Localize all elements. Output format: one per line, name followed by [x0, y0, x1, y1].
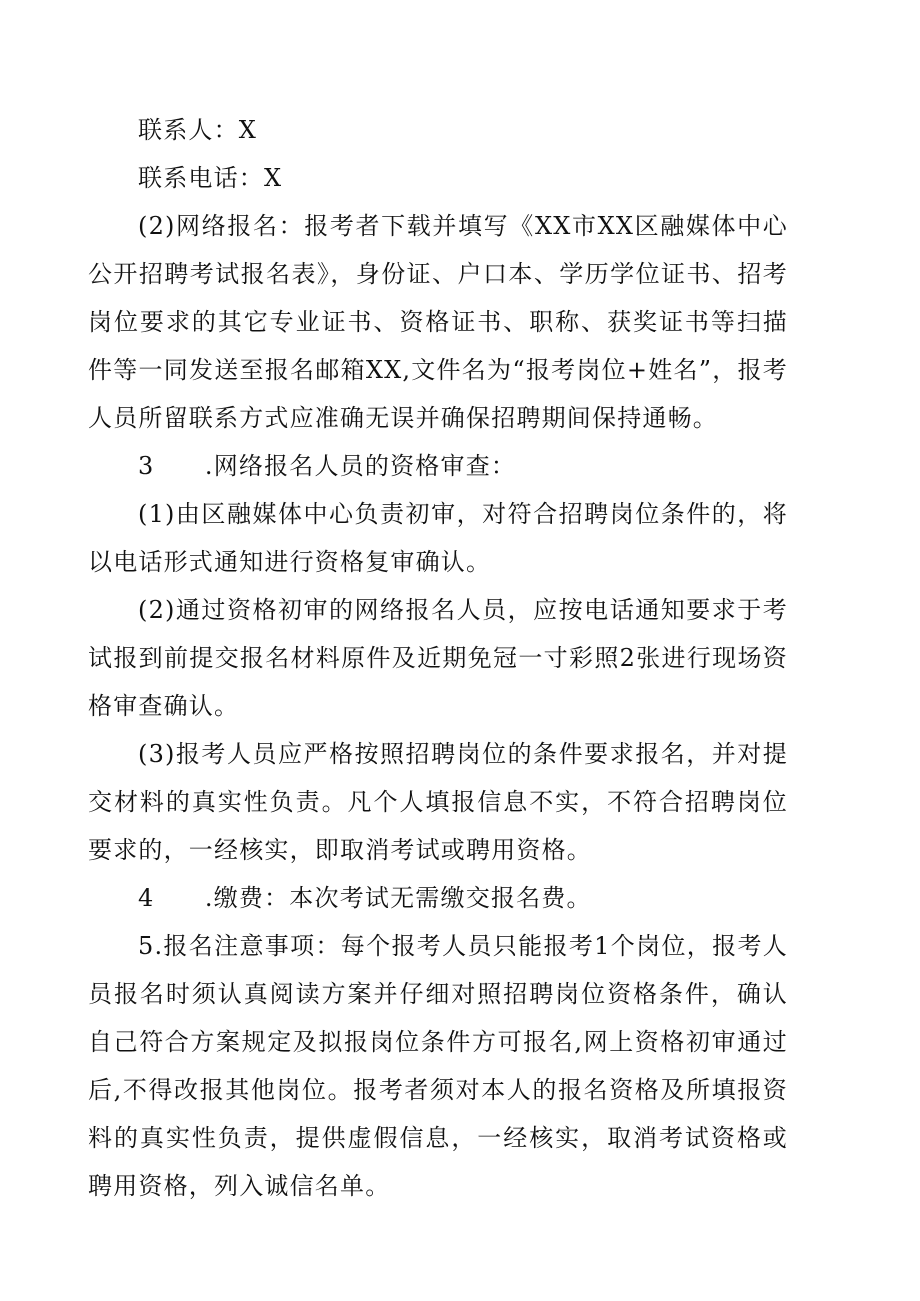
- fee-paragraph: 4 .缴费：本次考试无需缴交报名费。: [138, 884, 592, 912]
- truthfulness-paragraph: (3)报考人员应严格按照招聘岗位的条件要求报名，并对提交材料的真实性负责。凡个人填报信息不实，不符合招聘岗位要求的，一经核实，即取消考试或聘用资格。: [88, 740, 788, 864]
- registration-notes-paragraph: 5.报名注意事项：每个报考人员只能报考1个岗位，报考人员报名时须认真阅读方案并仔细对照招聘岗位资格条件，确认自己符合方案规定及拟报岗位条件方可报名,网上资格初审通过后,不得改报其他岗位。报考者须对本人的报名资格及所填报资料的真实性负责，提供虚假信息，一经核实，取消考试资格或聘用资格，列入诚信名单。: [88, 932, 788, 1200]
- document-body: [88, 106, 788, 1210]
- contact-phone-line: 联系电话：X: [138, 164, 283, 192]
- online-registration-paragraph: (2)网络报名：报考者下载并填写《XX市XX区融媒体中心公开招聘考试报名表》，身份证、户口本、学历学位证书、招考岗位要求的其它专业证书、资格证书、职称、获奖证书等扫描件等一同发送至报名邮箱XX,文件名为“报考岗位+姓名”，报考人员所留联系方式应准确无误并确保招聘期间保持通畅。: [88, 212, 788, 432]
- qualification-review-heading: 3 .网络报名人员的资格审查：: [138, 452, 517, 480]
- contact-person-line: 联系人：X: [138, 116, 258, 144]
- onsite-review-paragraph: (2)通过资格初审的网络报名人员，应按电话通知要求于考试报到前提交报名材料原件及近期免冠一寸彩照2张进行现场资格审查确认。: [88, 596, 788, 720]
- initial-review-paragraph: (1)由区融媒体中心负责初审，对符合招聘岗位条件的，将以电话形式通知进行资格复审确认。: [88, 500, 788, 576]
